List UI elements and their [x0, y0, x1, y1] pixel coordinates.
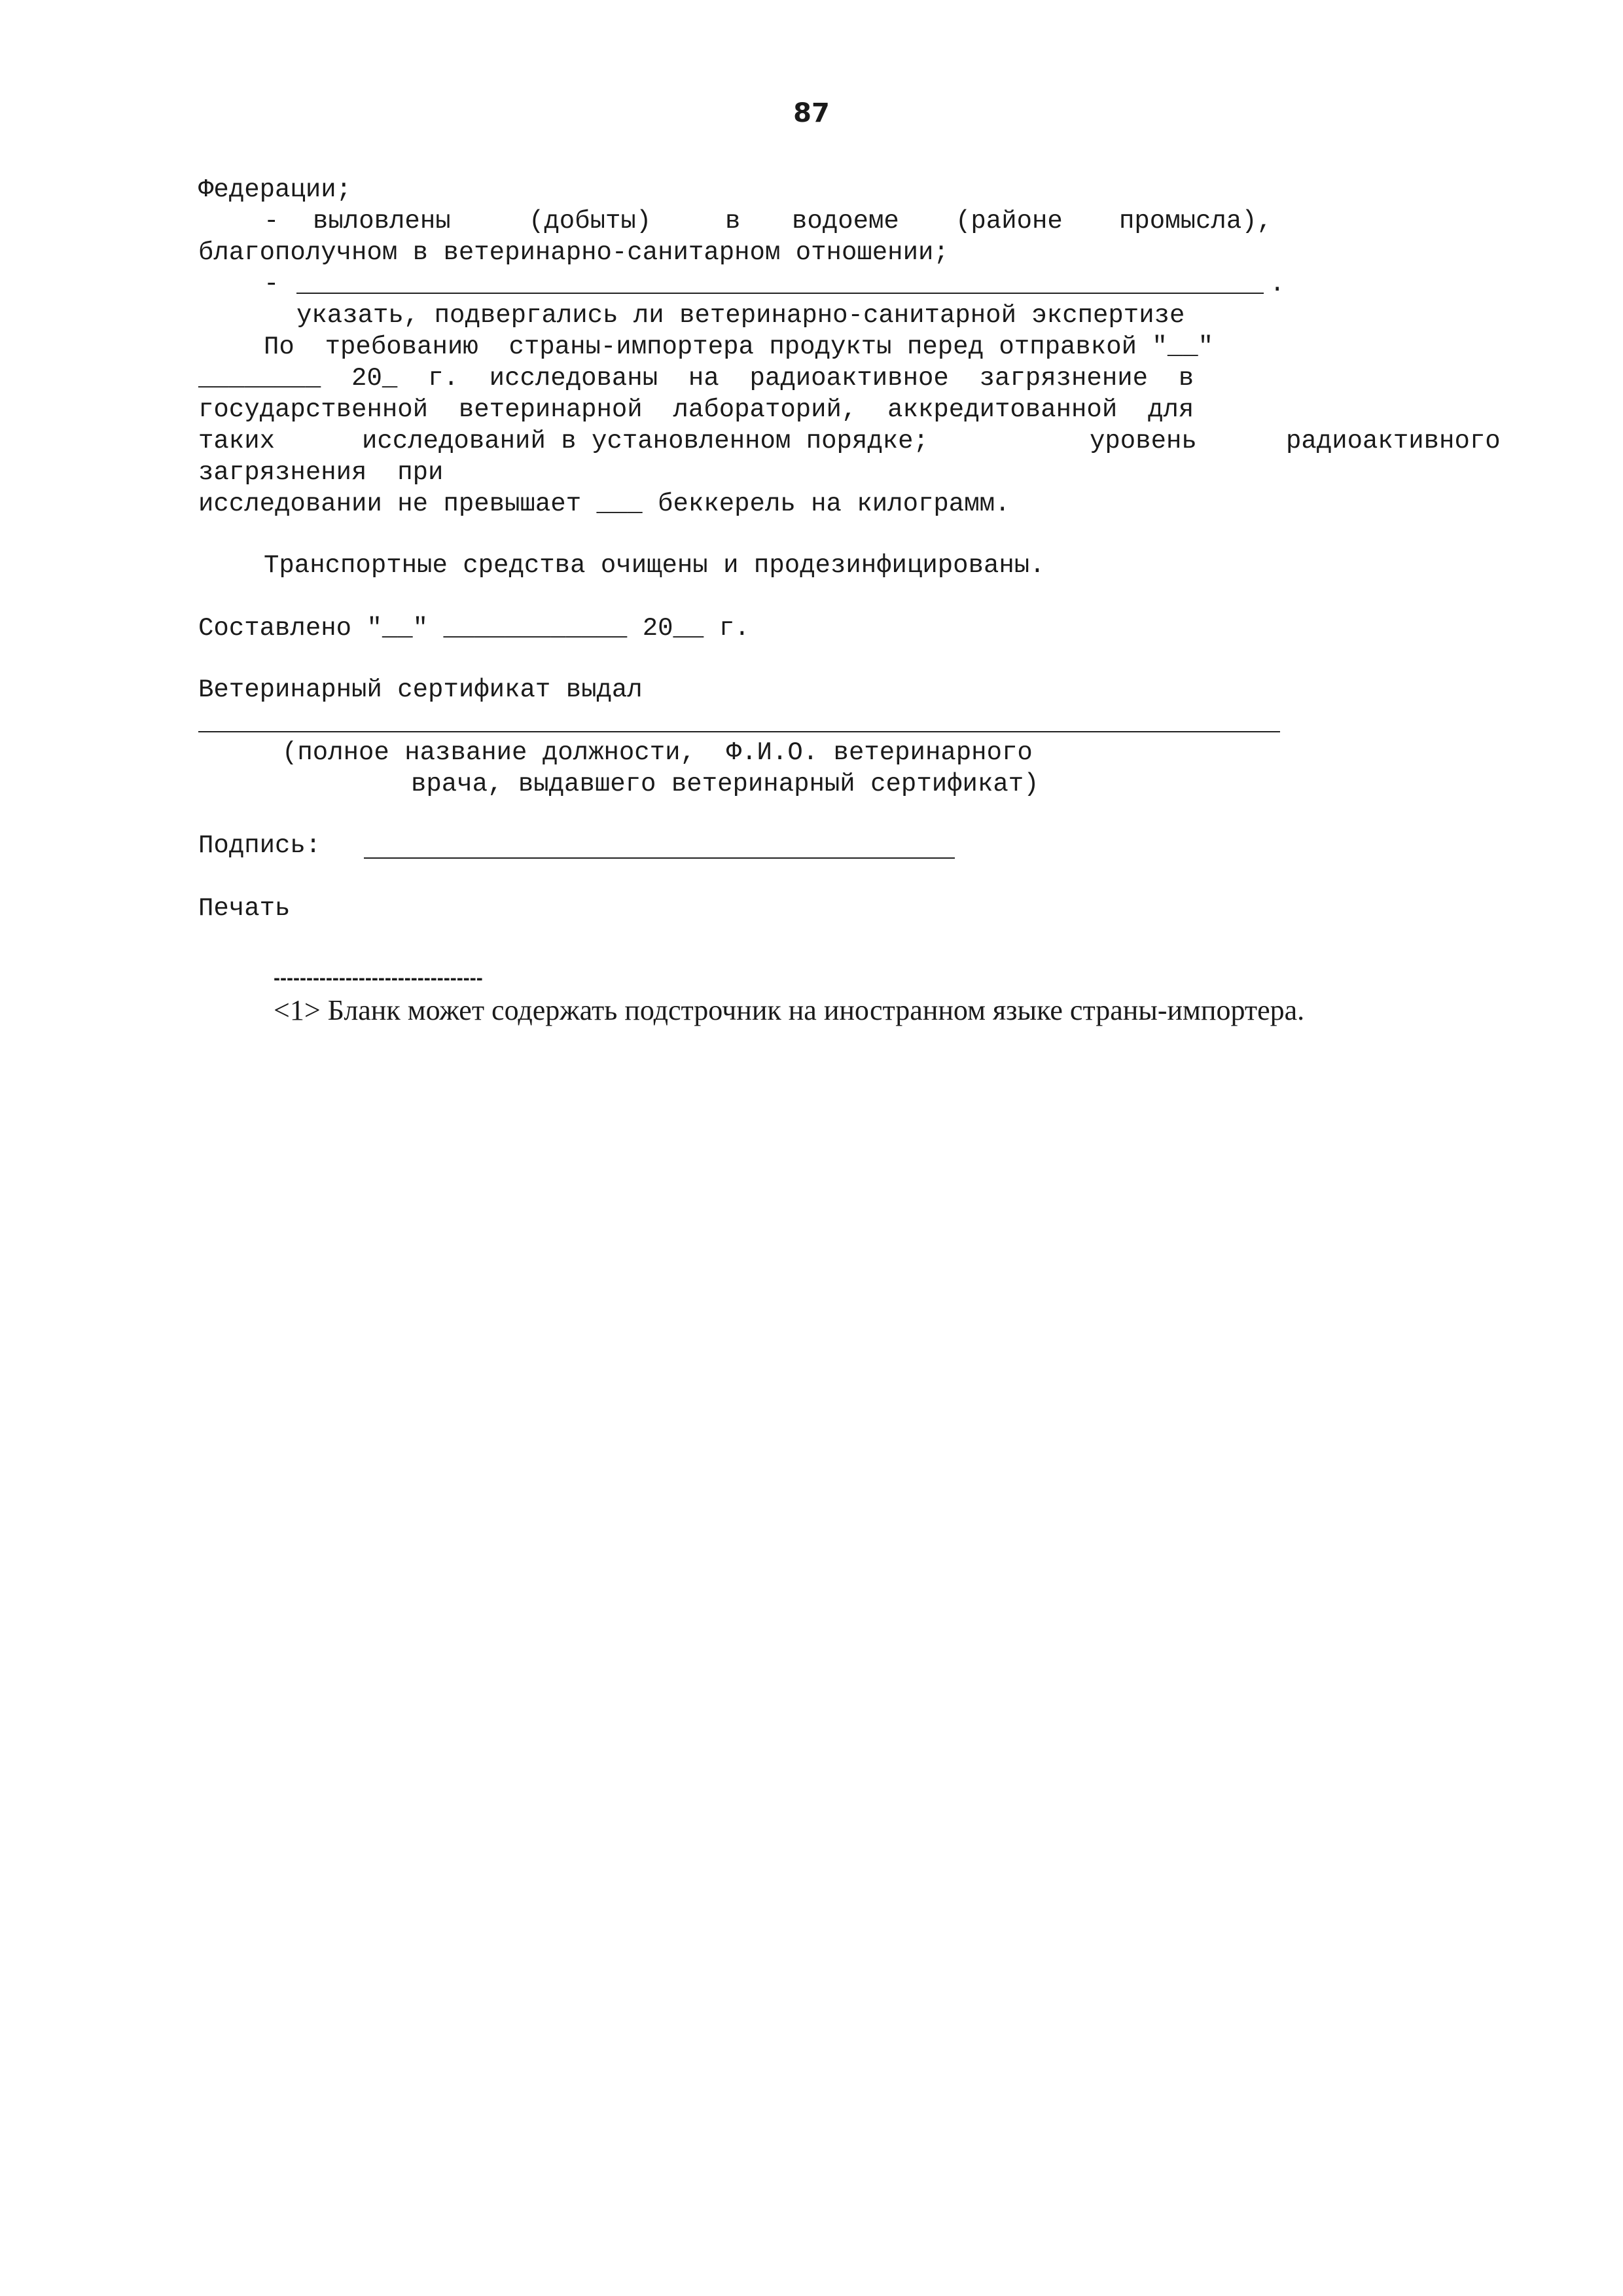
text-word: (районе: [955, 207, 1063, 236]
caption-vet-name-2: врача, выдавшего ветеринарный сертификат): [411, 770, 1039, 798]
text-line-examined: ________ 20_ г. исследованы на радиоактивное загрязнение в: [198, 364, 1194, 393]
signature-line: [364, 857, 955, 859]
stamp-label: Печать: [198, 894, 291, 923]
text-word: в: [725, 207, 741, 236]
text-dash: -: [264, 207, 279, 236]
caption-vet-name-1: (полное название должности, Ф.И.О. ветеринарного: [282, 738, 1033, 767]
text-line-issued-by: Ветеринарный сертификат выдал: [198, 675, 643, 704]
text-word: промысла),: [1119, 207, 1273, 236]
text-phrase: исследований в установленном порядке;: [362, 427, 929, 456]
fill-in-line-vet-name: [198, 731, 1280, 732]
page-number: 87: [793, 98, 830, 128]
text-line-composed: Составлено "__" ____________ 20__ г.: [198, 614, 750, 643]
text-word: водоеме: [792, 207, 899, 236]
text-line-wellbeing: благополучном в ветеринарно-санитарном отношении;: [198, 238, 949, 267]
text-dash: -: [264, 270, 279, 298]
footnote-text: <1> Бланк может содержать подстрочник на иностранном языке страны-импортера.: [274, 994, 1305, 1026]
caption-expertise: указать, подвергались ли ветеринарно-санитарной экспертизе: [296, 301, 1185, 330]
text-line-federation: Федерации;: [198, 175, 352, 204]
text-line-becquerel: исследовании не превышает ___ беккерель на килограмм.: [198, 490, 1010, 518]
text-line-requirement: По требованию страны-импортера продукты перед отправкой "__": [264, 332, 1214, 361]
signature-label: Подпись:: [198, 831, 321, 860]
text-word: радиоактивного: [1286, 427, 1501, 456]
text-word: таких: [198, 427, 276, 456]
text-word: уровень: [1090, 427, 1197, 456]
text-word: выловлены: [313, 207, 451, 236]
fill-in-line-expertise: [296, 293, 1264, 294]
text-word: (добыты): [529, 207, 652, 236]
text-line-transport: Транспортные средства очищены и продезинфицированы.: [264, 551, 1045, 580]
footnote-separator: --------------------------------: [274, 967, 483, 989]
text-period: .: [1270, 270, 1285, 298]
text-line-laboratory: государственной ветеринарной лабораторий, аккредитованной для: [198, 395, 1194, 424]
text-line-contamination: загрязнения при: [198, 458, 444, 487]
